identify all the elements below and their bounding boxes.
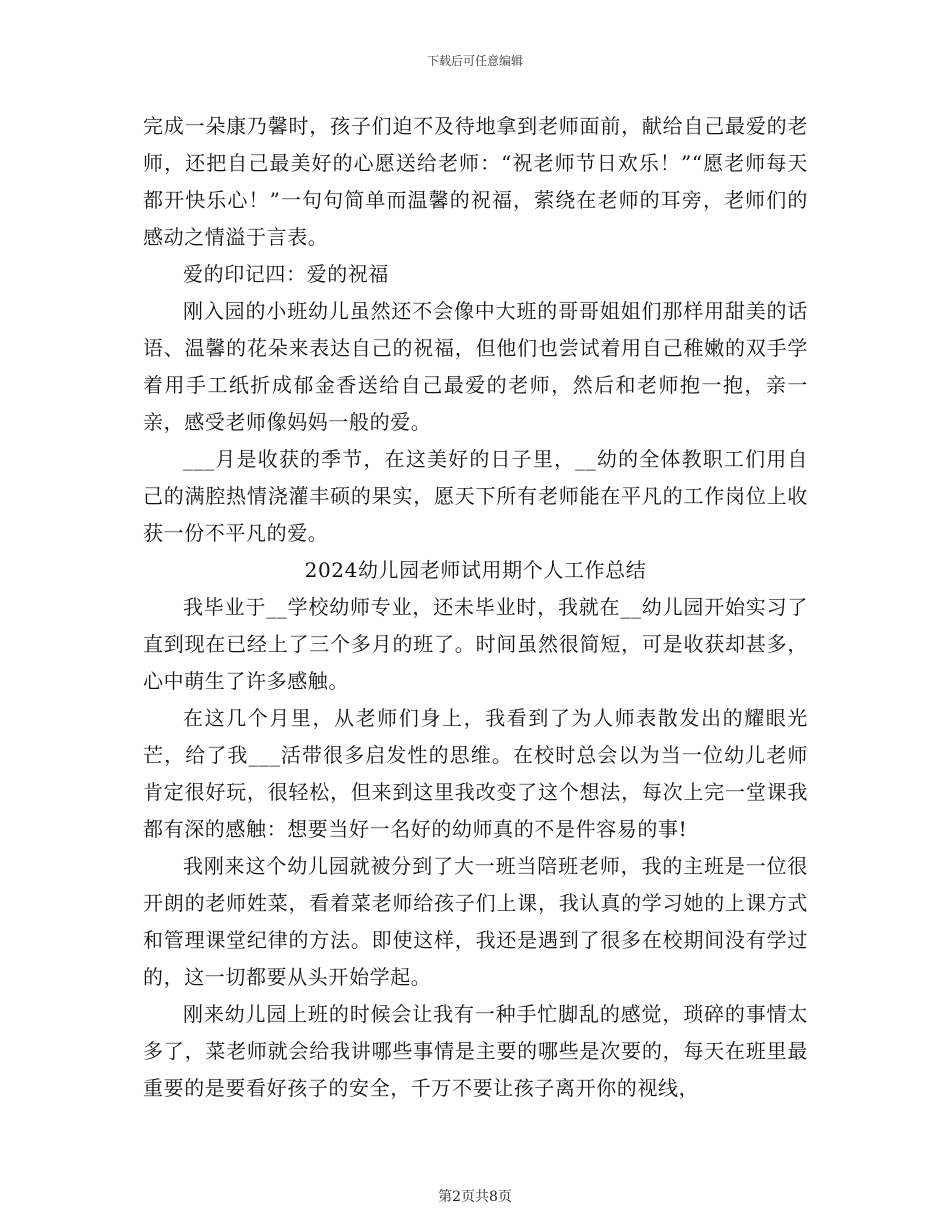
page-footer: 第2页共8页 bbox=[438, 1189, 512, 1205]
paragraph-3: 刚入园的小班幼儿虽然还不会像中大班的哥哥姐姐们那样用甜美的话语、温馨的花朵来表达自己的祝福，但他们也尝试着用自己稚嫩的双手学着用手工纸折成郁金香送给自己最爱的老师，然后和老师抱一抱，亲一亲，感受老师像妈妈一般的爱。 bbox=[143, 299, 808, 434]
paragraph-4: ___月是收获的季节，在这美好的日子里，__幼的全体教职工们用自己的满腔热情浇灌丰硕的果实，愿天下所有老师能在平凡的工作岗位上收获一份不平凡的爱。 bbox=[143, 447, 808, 545]
document-body bbox=[143, 108, 808, 1107]
page-header: 下载后可任意编辑 bbox=[426, 54, 523, 68]
paragraph-6: 在这几个月里，从老师们身上，我看到了为人师表散发出的耀眼光芒，给了我___活带很多启发性的思维。在校时总会以为当一位幼儿老师肯定很好玩，很轻松，但来到这里我改变了这个想法，每次上完一堂课我都有深的感触：想要当好一名好的幼师真的不是件容易的事! bbox=[143, 706, 808, 841]
paragraph-8: 刚来幼儿园上班的时候会让我有一种手忙脚乱的感觉，琐碎的事情太多了，菜老师就会给我讲哪些事情是主要的哪些是次要的，每天在班里最重要的是要看好孩子的安全，千万不要让孩子离开你的视线， bbox=[143, 1002, 808, 1100]
paragraph-1: 完成一朵康乃馨时，孩子们迫不及待地拿到老师面前，献给自己最爱的老师，还把自己最美好的心愿送给老师：“祝老师节日欢乐！”“愿老师每天都开快乐心！”一句句简单而温馨的祝福，萦绕在老师的耳旁，老师们的感动之情溢于言表。 bbox=[143, 114, 808, 249]
paragraph-5: 我毕业于__学校幼师专业，还未毕业时，我就在__幼儿园开始实习了直到现在已经上了三个多月的班了。时间虽然很简短，可是收获却甚多，心中萌生了许多感触。 bbox=[143, 595, 808, 693]
paragraph-2-subheading: 爱的印记四：爱的祝福 bbox=[183, 262, 389, 286]
section-heading: 2024幼儿园老师试用期个人工作总结 bbox=[304, 558, 647, 582]
paragraph-7: 我刚来这个幼儿园就被分到了大一班当陪班老师，我的主班是一位很开朗的老师姓菜，看着菜老师给孩子们上课，我认真的学习她的上课方式和管理课堂纪律的方法。即使这样，我还是遇到了很多在校期间没有学过的，这一切都要从头开始学起。 bbox=[143, 854, 808, 989]
